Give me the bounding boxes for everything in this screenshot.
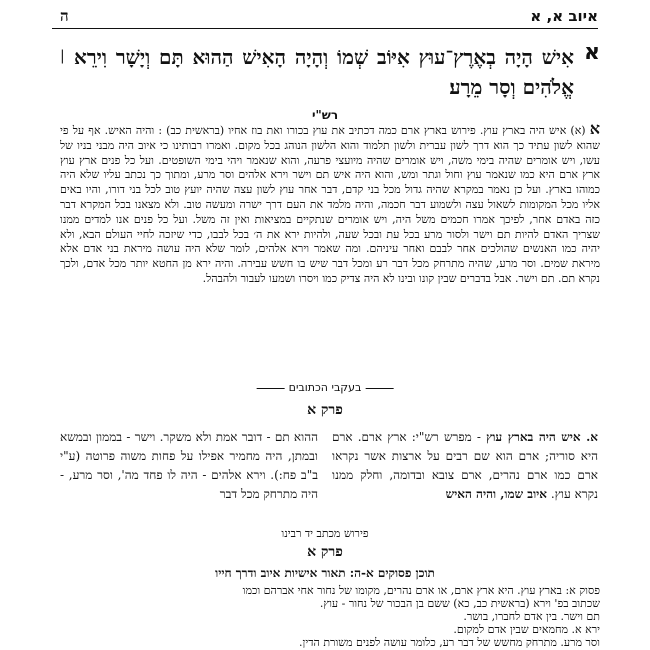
- page-header: [52, 4, 598, 29]
- summary-line: וסר מרע. מתרחק מחשש של דבר רע, כלומר עושה לפנים משורת הדין.: [299, 636, 600, 649]
- divider-text: בעקבי הכתובים: [288, 381, 362, 394]
- page-number: ה: [60, 7, 69, 25]
- section-divider: [253, 381, 398, 394]
- summary-title: תוכן פסוקים א-ה: תאור אישיות איוב ודרך חייו: [215, 566, 435, 580]
- rashi-marker: א: [589, 122, 600, 138]
- verse-text: אִישׁ הָיָה בְאֶרֶץ־עוּץ אִיּוֹב שְׁמוֹ וְהָיָה הָאִישׁ הַהוּא תָּם וְיָשָׁר וִירֵא אֱלֹהִים וְסָר מֵרָע׃: [74, 45, 574, 99]
- rashi-commentary: [60, 122, 600, 374]
- commentary-tail-lead: איוב שמו, והיה האיש: [445, 487, 547, 501]
- chapter-marker: א: [583, 40, 600, 65]
- divider-rule-right: [365, 388, 393, 389]
- line-marker: |: [60, 48, 65, 64]
- manuscript-subheading: פירוש מכתב יד רבינו: [281, 527, 369, 540]
- summary-line: ירא א. מחמאים שבין אדם למקום.: [453, 623, 600, 636]
- chapter-heading-2: פרק א: [307, 544, 343, 560]
- summary-line: פסוק א: בארץ עוץ. היא ארץ ארם, או ארם נהרים, מקומו של נחור אחי אברהם וכמו: [242, 584, 600, 597]
- book-reference: איוב א, א: [530, 7, 598, 25]
- commentary-text-right: - מפרש רש"י: ארץ ארם. ארם היא סוריה; ארם הוא שם רבים על ארצות אשר נקראו ארם כמו ארם נהרים, ארם צובא ובדומה, וחלק ממנו נקרא עוץ.: [332, 430, 598, 501]
- summary-line: תם וישר. בין אדם לחברו, בושר.: [463, 610, 600, 623]
- summary-line: שכתוב בפ' וירא (בראשית כב, כא) ששם בן הבכור של נחור - עוץ.: [319, 597, 600, 610]
- verse-block: [60, 40, 600, 104]
- chapter-heading: פרק א: [307, 402, 343, 418]
- commentary-lead: א. איש היה בארץ עוץ: [486, 430, 598, 444]
- divider-rule-left: [257, 388, 285, 389]
- commentary-text-left: ההוא תם - דובר אמת ולא משקר. וישר - בממון ובמשא ובמתן, היה מחמיר אפילו על פחות משוה פרוטה (ע"י ב"ב פח:). וירא אלהים - היה לו פחד מה', וסר מרע, - היה מתרחק מכל דבר: [60, 430, 318, 501]
- summary-block: [60, 584, 600, 649]
- rashi-heading: רש"י: [311, 108, 339, 122]
- rashi-text: (א) איש היה בארץ עוץ. פירוש בארץ ארם כמה דכתיב את עוץ בכורו ואת בוז אחיו (בראשית כב) : והיה האיש. אף על פי שהוא לשון עתיד כך הוא דרך לשון עברית ולשון תלמוד והוא הלשון הנוהג בכל מקום. ואמרו רבותינו כי איוב היה מבני בניו של עשו, ויש אומרים שהיה בימי משה, ויש אומרים שהיה מיועצי פרעה, והוא שנאמר ויהי בימי השופטים. ועל כל פנים ארץ עוץ ארץ ארם היא כמו שנאמר עוץ וחול וגתר ומש, והוא היה איש תם וישר וירא אלהים וסר מרע, ומתוך כך נכתב עליו שלא היה כמוהו בארץ. ועל כן נאמר במקרא שהיה גדול מכל בני קדם, דבר אחר עוץ לשון עצה שהיה יועץ טוב לכל בני דורו, והיו באים אליו מכל המקומות לשאול עצה ולשמוע דבר חכמה, והיה מלמד את העם דרך ישרה ומעשה טוב. ולא מצאנו בכל המקרא דבר כזה באדם אחר, לפיכך אמרו חכמים משל היה, ויש אומרים שנתקיים במציאות ואין זה משל. ועל כל פנים אנו למדים ממנו שצריך האדם להיות תם וישר ולסור מרע בכל עת ובכל שעה, ולהיות ירא את ה׳ בכל לבבו, כדי שיזכה לחיי העולם הבא, ולא יהיה כמו האנשים שהולכים אחר לבבם ואחר עיניהם. ומה שאמר וירא אלהים, לומר שלא היה עושה מיראת בני אדם אלא מיראת שמים. וסר מרע, שהיה מתרחק מכל דבר רע ומכל דבר שיש בו חשש עבירה. והיה ירא מן החטא יותר מכל אדם, ולכך נקרא תם. תם וישר. אבל בדברים שבין קונו ובינו לא היה צדיק כמו ויסרו ושמעו לעבור ולהבהל.: [60, 124, 600, 285]
- commentary-left-column: [60, 428, 318, 504]
- commentary-right-column: [332, 428, 598, 504]
